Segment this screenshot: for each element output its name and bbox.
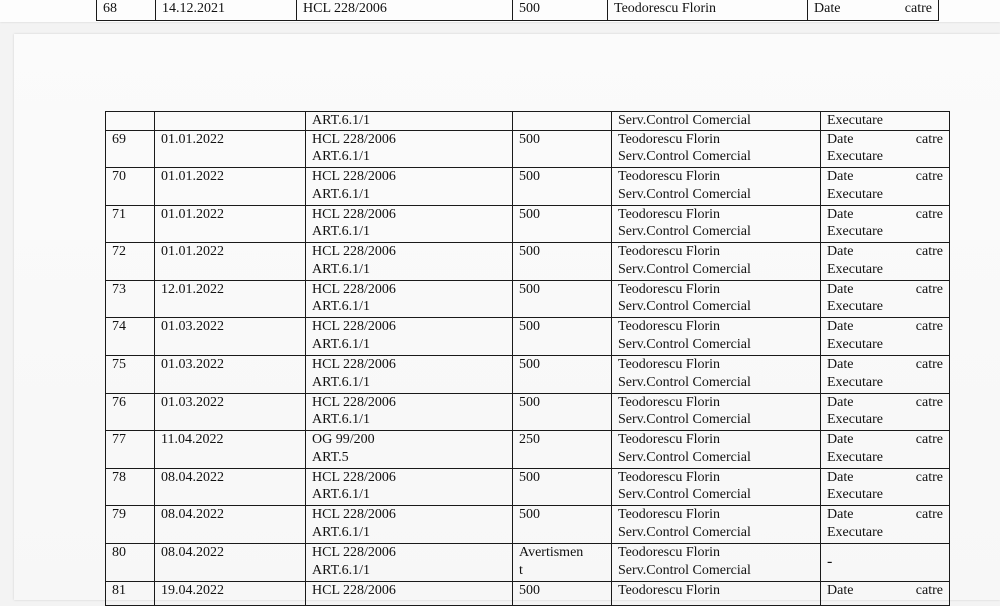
row-agent: Teodorescu Florin — [612, 581, 821, 605]
row-legal-act: HCL 228/2006 — [297, 0, 513, 21]
row-date: 01.03.2022 — [155, 393, 306, 431]
status-word-b: catre — [915, 507, 943, 523]
row-number: 68 — [97, 0, 156, 21]
row-legal-act — [306, 431, 513, 469]
amount-line-1: 250 — [519, 432, 540, 448]
row-status — [821, 506, 950, 544]
legal-act-line-1: HCL 228/2006 — [312, 545, 396, 561]
amount-line-2: t — [519, 562, 523, 578]
row-status — [821, 243, 950, 281]
status-line-2: Executare — [827, 149, 883, 164]
row-amount: 500 — [513, 0, 608, 21]
legal-act-line-1: HCL 228/2006 — [312, 206, 396, 222]
row-agent — [612, 205, 821, 243]
amount-line-1: 500 — [519, 357, 540, 373]
row-status — [821, 205, 950, 243]
amount-line-1: 500 — [519, 469, 540, 485]
agent-line-2: Serv.Control Comercial — [618, 412, 751, 428]
row-date: 01.03.2022 — [155, 356, 306, 394]
row-date: 08.04.2022 — [155, 506, 306, 544]
table-row — [106, 243, 950, 281]
legal-act-line-2: ART.6.1/1 — [312, 186, 371, 202]
row-date — [155, 112, 306, 131]
agent-line-1: Teodorescu Florin — [618, 432, 721, 448]
legal-act-line-1: OG 99/200 — [312, 432, 375, 448]
row-amount — [513, 205, 612, 243]
status-dash: - — [827, 553, 833, 571]
row-number: 75 — [106, 356, 155, 394]
status-word-b: catre — [915, 206, 943, 222]
status-word-a: Date — [827, 206, 854, 222]
agent-line-1: Teodorescu Florin — [618, 357, 721, 373]
row-number: 71 — [106, 205, 155, 243]
row-status — [821, 393, 950, 431]
row-date: 01.01.2022 — [155, 243, 306, 281]
row-date: 11.04.2022 — [155, 431, 306, 469]
row-number: 79 — [106, 506, 155, 544]
table-row — [106, 581, 950, 605]
row-status: Executare — [821, 112, 950, 131]
row-agent — [612, 393, 821, 431]
row-number: 77 — [106, 431, 155, 469]
amount-line-1: 500 — [519, 281, 540, 297]
row-legal-act — [306, 468, 513, 506]
status-line-2: Executare — [827, 224, 883, 240]
row-amount — [513, 506, 612, 544]
row-date: 01.01.2022 — [155, 130, 306, 168]
table-row — [106, 280, 950, 318]
status-word-a: Date — [827, 131, 854, 147]
row-agent — [612, 243, 821, 281]
row-agent — [612, 544, 821, 582]
agent-line-1: Teodorescu Florin — [618, 131, 721, 147]
status-word-b: catre — [915, 469, 943, 485]
status-word-b: catre — [915, 357, 943, 373]
status-word-a: Date — [827, 582, 854, 598]
row-amount — [513, 243, 612, 281]
row-agent — [612, 280, 821, 318]
status-word-b: catre — [915, 244, 943, 260]
table-row — [106, 506, 950, 544]
agent-line-2: Serv.Control Comercial — [618, 487, 751, 503]
agent-line-2: Serv.Control Comercial — [618, 336, 751, 352]
table-row — [106, 318, 950, 356]
status-word-b: catre — [915, 169, 943, 185]
status-word-a: Date — [827, 169, 854, 185]
row-amount — [513, 468, 612, 506]
row-agent — [612, 318, 821, 356]
agent-line-1: Teodorescu Florin — [618, 244, 721, 260]
row-number: 70 — [106, 168, 155, 206]
status-word-a: Date — [827, 507, 854, 523]
table-row — [106, 205, 950, 243]
row-legal-act — [306, 506, 513, 544]
row-agent: Teodorescu Florin — [608, 0, 808, 21]
row-date: 01.01.2022 — [155, 168, 306, 206]
row-status — [821, 468, 950, 506]
table-row — [106, 544, 950, 582]
row-agent — [612, 468, 821, 506]
row-date: 01.03.2022 — [155, 318, 306, 356]
row-agent: Serv.Control Comercial — [612, 112, 821, 131]
agent-line-1: Teodorescu Florin — [618, 169, 721, 185]
status-word-a: Date — [827, 281, 854, 297]
legal-act-line-1: HCL 228/2006 — [312, 319, 396, 335]
row-legal-act — [306, 168, 513, 206]
row-agent — [612, 431, 821, 469]
status-word-a: Date — [814, 1, 841, 16]
row-amount — [513, 130, 612, 168]
row-date: 14.12.2021 — [156, 0, 297, 21]
legal-act-line-1: HCL 228/2006 — [312, 469, 396, 485]
row-status — [821, 318, 950, 356]
row-status — [821, 544, 950, 582]
status-line-2: Executare — [827, 299, 883, 315]
row-number: 81 — [106, 581, 155, 605]
agent-line-2: Serv.Control Comercial — [618, 524, 751, 540]
row-agent — [612, 168, 821, 206]
agent-line-2: Serv.Control Comercial — [618, 449, 751, 465]
row-status — [821, 431, 950, 469]
row-legal-act — [306, 393, 513, 431]
status-line-2: Executare — [827, 412, 883, 428]
row-amount — [513, 168, 612, 206]
legal-act-line-2: ART.6.1/1 — [312, 487, 371, 503]
status-line-2: Executare — [827, 336, 883, 352]
row-number: 69 — [106, 130, 155, 168]
agent-line-1: Teodorescu Florin — [618, 319, 721, 335]
table-row — [106, 130, 950, 168]
agent-line-2: Serv.Control Comercial — [618, 299, 751, 315]
status-word-b: catre — [915, 432, 943, 448]
row-amount — [513, 112, 612, 131]
row-number: 72 — [106, 243, 155, 281]
legal-act-line-2: ART.6.1/1 — [312, 524, 371, 540]
row-date: 08.04.2022 — [155, 468, 306, 506]
legal-act-line-1: HCL 228/2006 — [312, 394, 396, 410]
status-word-a: Date — [827, 394, 854, 410]
status-word-a: Date — [827, 469, 854, 485]
row-agent — [612, 506, 821, 544]
legal-act-line-2: ART.6.1/1 — [312, 336, 371, 352]
agent-line-2: Serv.Control Comercial — [618, 562, 751, 578]
legal-act-line-1: HCL 228/2006 — [312, 357, 396, 373]
amount-line-1: 500 — [519, 244, 540, 260]
row-date: 19.04.2022 — [155, 581, 306, 605]
row-number: 73 — [106, 280, 155, 318]
amount-line-1: 500 — [519, 507, 540, 523]
status-word-b: catre — [915, 394, 943, 410]
row-legal-act — [306, 130, 513, 168]
legal-act-line-2: ART.6.1/1 — [312, 149, 371, 164]
status-word-a: Date — [827, 357, 854, 373]
row-status — [821, 356, 950, 394]
previous-page-table — [96, 0, 939, 21]
row-amount — [513, 393, 612, 431]
row-agent — [612, 356, 821, 394]
agent-line-2: Serv.Control Comercial — [618, 149, 751, 164]
status-word-a: Date — [827, 432, 854, 448]
row-number: 80 — [106, 544, 155, 582]
legal-act-line-2: ART.6.1/1 — [312, 374, 371, 390]
row-legal-act — [306, 243, 513, 281]
row-legal-act — [306, 544, 513, 582]
row-number — [106, 112, 155, 131]
status-word-a: Date — [827, 319, 854, 335]
row-agent — [612, 130, 821, 168]
legal-act-line-1: HCL 228/2006 — [312, 131, 396, 147]
row-number: 78 — [106, 468, 155, 506]
legal-act-line-2: ART.6.1/1 — [312, 299, 371, 315]
agent-line-2: Serv.Control Comercial — [618, 186, 751, 202]
row-status — [821, 130, 950, 168]
agent-line-1: Teodorescu Florin — [618, 206, 721, 222]
status-word-a: Date — [827, 244, 854, 260]
agent-line-2: Serv.Control Comercial — [618, 261, 751, 277]
status-line-2: Executare — [827, 374, 883, 390]
table-row — [106, 168, 950, 206]
legal-act-line-1: HCL 228/2006 — [312, 281, 396, 297]
legal-act-line-2: ART.6.1/1 — [312, 224, 371, 240]
row-legal-act — [306, 280, 513, 318]
row-number: 74 — [106, 318, 155, 356]
status-word-b: catre — [915, 319, 943, 335]
status-line-2: Executare — [827, 487, 883, 503]
status-line-2: Executare — [827, 524, 883, 540]
status-word-b: catre — [904, 1, 932, 16]
agent-line-1: Teodorescu Florin — [618, 545, 721, 561]
legal-act-line-2: ART.6.1/1 — [312, 412, 371, 428]
row-legal-act — [306, 318, 513, 356]
table-row — [106, 356, 950, 394]
legal-act-line-2: ART.5 — [312, 449, 349, 465]
row-date: 12.01.2022 — [155, 280, 306, 318]
status-line-2: Executare — [827, 449, 883, 465]
amount-line-1: 500 — [519, 169, 540, 185]
legal-act-line-1: HCL 228/2006 — [312, 244, 396, 260]
agent-line-2: Serv.Control Comercial — [618, 374, 751, 390]
amount-line-1: Avertismen — [519, 545, 584, 561]
status-word-b: catre — [915, 131, 943, 147]
table-row — [106, 112, 950, 131]
row-amount — [513, 318, 612, 356]
previous-page-fragment — [0, 0, 1000, 22]
row-status — [808, 0, 939, 21]
amount-line-1: 500 — [519, 394, 540, 410]
row-number: 76 — [106, 393, 155, 431]
agent-line-1: Teodorescu Florin — [618, 281, 721, 297]
row-status — [821, 280, 950, 318]
row-legal-act: ART.6.1/1 — [306, 112, 513, 131]
amount-line-1: 500 — [519, 131, 540, 147]
row-legal-act — [306, 356, 513, 394]
table-row — [106, 431, 950, 469]
row-legal-act: HCL 228/2006 — [306, 581, 513, 605]
amount-line-1: 500 — [519, 319, 540, 335]
row-amount — [513, 356, 612, 394]
row-legal-act — [306, 205, 513, 243]
table-body — [106, 130, 950, 581]
row-date: 01.01.2022 — [155, 205, 306, 243]
legal-act-line-1: HCL 228/2006 — [312, 507, 396, 523]
agent-line-1: Teodorescu Florin — [618, 469, 721, 485]
status-word-b: catre — [915, 582, 943, 598]
row-amount — [513, 431, 612, 469]
row-amount — [513, 544, 612, 582]
row-amount: 500 — [513, 581, 612, 605]
status-word-b: catre — [915, 281, 943, 297]
agent-line-2: Serv.Control Comercial — [618, 224, 751, 240]
status-line-2: Executare — [827, 186, 883, 202]
row-amount — [513, 280, 612, 318]
row-status — [821, 168, 950, 206]
amount-line-1: 500 — [519, 206, 540, 222]
agent-line-1: Teodorescu Florin — [618, 507, 721, 523]
fines-table — [105, 111, 950, 606]
row-status — [821, 581, 950, 605]
legal-act-line-1: HCL 228/2006 — [312, 169, 396, 185]
table-row — [106, 393, 950, 431]
agent-line-1: Teodorescu Florin — [618, 394, 721, 410]
legal-act-line-2: ART.6.1/1 — [312, 562, 371, 578]
table-row — [97, 0, 939, 21]
legal-act-line-2: ART.6.1/1 — [312, 261, 371, 277]
table-row — [106, 468, 950, 506]
row-date: 08.04.2022 — [155, 544, 306, 582]
status-line-2: Executare — [827, 261, 883, 277]
